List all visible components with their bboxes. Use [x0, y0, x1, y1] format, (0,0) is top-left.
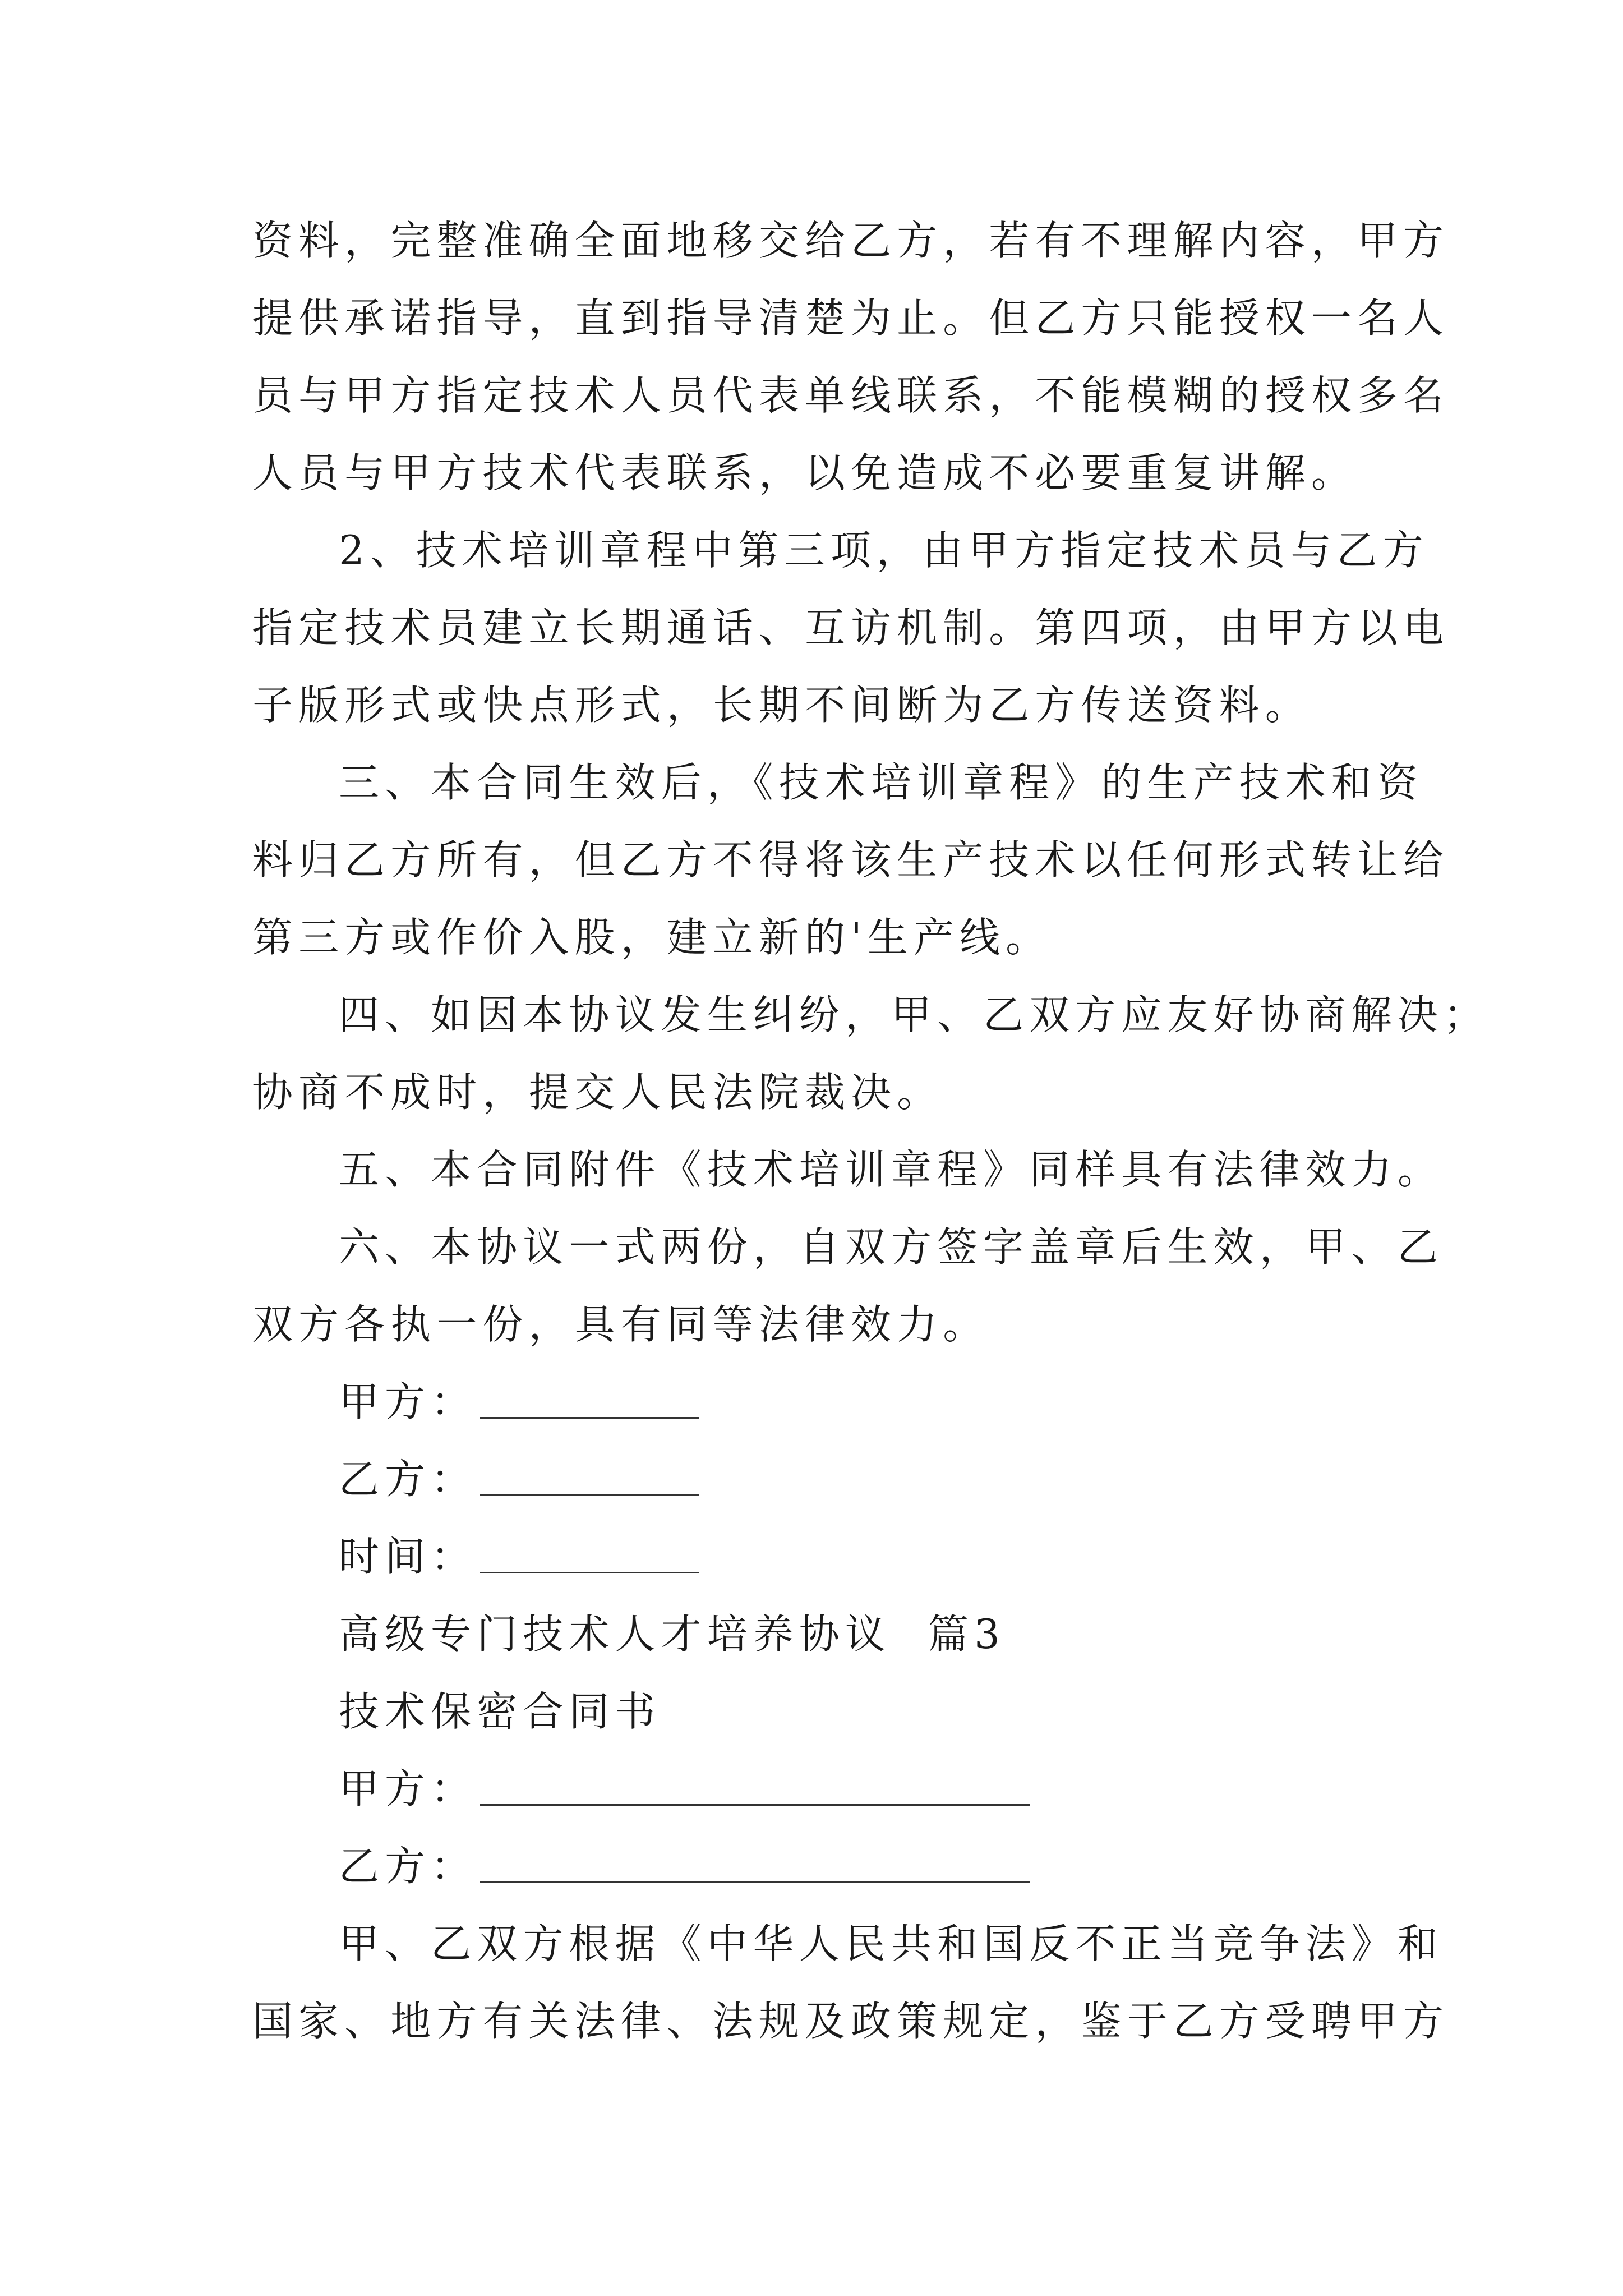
contract-title: 技术保密合同书	[339, 1688, 661, 1735]
text-line: 员与甲方指定技术人员代表单线联系，不能模糊的授权多名	[252, 372, 1450, 419]
signature-field-party-b	[252, 1441, 1385, 1518]
paragraph-item-6	[252, 1208, 1444, 1363]
text-line: 指定技术员建立长期通话、互访机制。第四项，由甲方以电	[252, 604, 1450, 651]
text-line: 双方各执一份，具有同等法律效力。	[252, 1301, 989, 1348]
text-line: 六、本协议一式两份，自双方签字盖章后生效，甲、乙	[339, 1223, 1444, 1271]
text-line: 五、本合同附件《技术培训章程》同样具有法律效力。	[339, 1146, 1444, 1193]
paragraph-contract-intro	[252, 1905, 1450, 2060]
text-line: 协商不成时，提交人民法院裁决。	[252, 1069, 943, 1116]
text-line: 料归乙方所有，但乙方不得将该生产技术以任何形式转让给	[252, 836, 1450, 884]
text-line: 提供承诺指导，直到指导清楚为止。但乙方只能授权一名人	[252, 295, 1450, 342]
party-b-blank-line[interactable]	[480, 1850, 1030, 1883]
signature-blank-line[interactable]	[480, 1463, 699, 1496]
text-line: 2、技术培训章程中第三项，由甲方指定技术员与乙方	[339, 527, 1429, 574]
signature-field-party-a	[252, 1363, 1385, 1441]
document-body	[252, 202, 1490, 2060]
date-blank-line[interactable]	[480, 1540, 699, 1573]
paragraph-item-2	[252, 512, 1450, 744]
text-line: 人员与甲方技术代表联系，以免造成不必要重复讲解。	[252, 449, 1357, 496]
paragraph-continued	[252, 202, 1450, 512]
field-label: 甲方：	[339, 1765, 477, 1812]
text-line: 四、如因本协议发生纠纷，甲、乙双方应友好协商解决；	[339, 991, 1490, 1038]
field-label: 甲方：	[339, 1378, 477, 1425]
party-field-b	[252, 1828, 1385, 1905]
signature-blank-line[interactable]	[480, 1386, 699, 1419]
text-line: 第三方或作价入股，建立新的'生产线。	[252, 914, 1052, 961]
signature-field-date	[252, 1518, 1385, 1595]
paragraph-item-3	[252, 744, 1450, 976]
party-a-blank-line[interactable]	[480, 1773, 1030, 1806]
paragraph-item-5	[252, 1131, 1444, 1208]
text-line: 资料，完整准确全面地移交给乙方，若有不理解内容，甲方	[252, 217, 1450, 264]
text-line: 子版形式或快点形式，长期不间断为乙方传送资料。	[252, 682, 1311, 729]
party-field-a	[252, 1750, 1385, 1828]
text-line: 国家、地方有关法律、法规及政策规定，鉴于乙方受聘甲方	[252, 1998, 1450, 2045]
field-label: 乙方：	[339, 1843, 477, 1890]
field-label: 乙方：	[339, 1456, 477, 1503]
text-line: 三、本合同生效后，《技术培训章程》的生产技术和资	[339, 759, 1423, 806]
section-title: 高级专门技术人才培养协议 篇3	[339, 1611, 1006, 1658]
paragraph-item-4	[252, 976, 1490, 1131]
field-label: 时间：	[339, 1533, 477, 1580]
text-line: 甲、乙双方根据《中华人民共和国反不正当竞争法》和	[339, 1920, 1444, 1967]
